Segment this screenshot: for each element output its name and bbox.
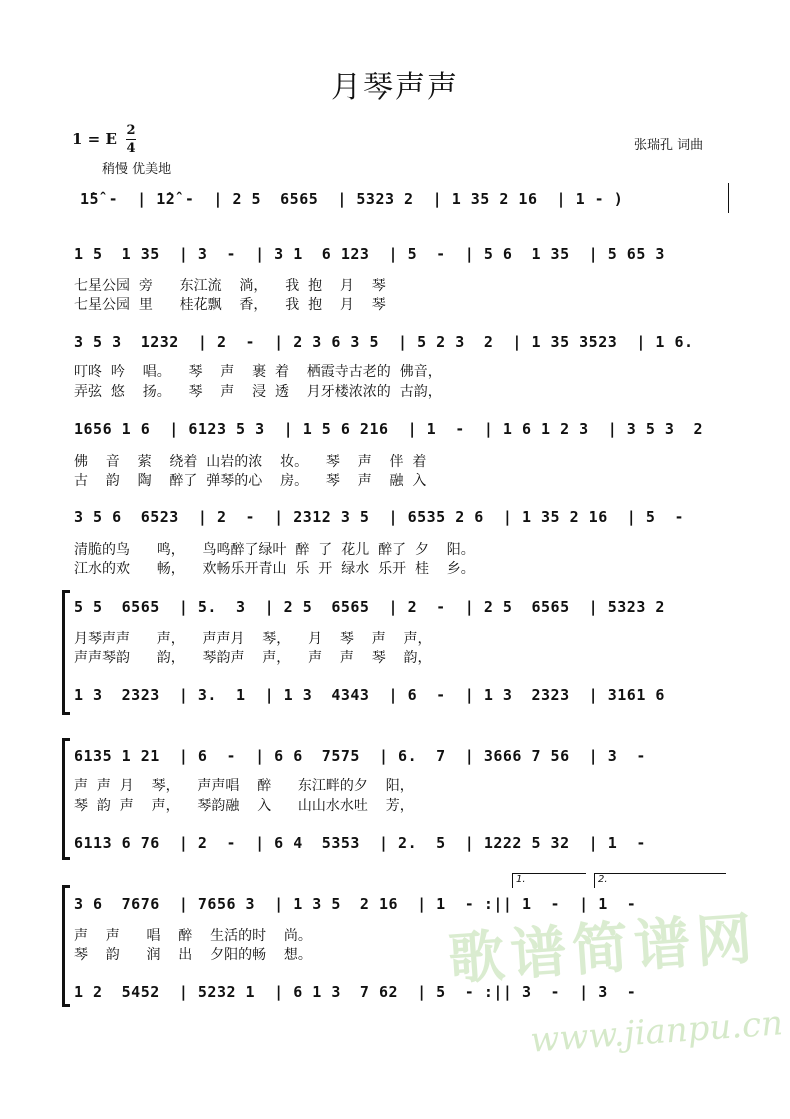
lyric-line: 叮咚 吟 唱。 琴 声 裹 着 栖霞寺古老的 佛音， (74, 364, 442, 380)
time-sig-bottom: 4 (126, 141, 136, 156)
notation-line: 3 6 7676 | 7656 3 | 1 3 5 2 16 | 1 - :|| 1 - | 1 - (74, 895, 637, 913)
part-bracket (62, 590, 68, 715)
lyric-line: 声 声 月 琴， 声声唱 醉 东江畔的夕 阳， (74, 778, 414, 794)
notation-line: 1656 1 6 | 6123 5 3 | 1 5 6 216 | 1 - | 1 6 1 2 3 | 3 5 3 2 (74, 420, 704, 438)
lyric-line: 声声琴韵 韵， 琴韵声 声， 声 声 琴 韵， (74, 650, 432, 666)
lyric-line: 月琴声声 声， 声声月 琴， 月 琴 声 声， (74, 631, 432, 647)
lyric-line: 琴 韵 润 出 夕阳的畅 想。 (74, 947, 312, 963)
notation-line: 3 5 6 6523 | 2 - | 2312 3 5 | 6535 2 6 | 1 35 2 16 | 5 - (74, 508, 684, 526)
time-signature (126, 123, 136, 156)
lyric-line: 弄弦 悠 扬。 琴 声 浸 透 月牙楼浓浓的 古韵， (74, 384, 442, 400)
notation-line: 5 5 6565 | 5. 3 | 2 5 6565 | 2 - | 2 5 6565 | 5323 2 (74, 598, 665, 616)
volta-second: 2. (594, 873, 726, 888)
notation-line: 6113 6 76 | 2 - | 6 4 5353 | 2. 5 | 1222 5 32 | 1 - (74, 834, 646, 852)
part-bracket (62, 885, 68, 1007)
watermark-logo: 歌谱简谱网 (446, 906, 761, 993)
lyric-line: 江水的欢 畅， 欢畅乐开青山 乐 开 绿水 乐开 桂 乡。 (74, 561, 475, 577)
watermark-url: www.jianpu.cn (528, 1003, 785, 1061)
lyric-line: 七星公园 旁 东江流 淌， 我 抱 月 琴 (74, 278, 386, 294)
part-bracket (62, 738, 68, 860)
notation-line: 1 5 1 35 | 3 - | 3 1 6 123 | 5 - | 5 6 1 35 | 5 65 3 (74, 245, 665, 263)
lyric-line: 琴 韵 声 声， 琴韵融 入 山山水水吐 芳， (74, 798, 414, 814)
time-sig-top: 2 (126, 123, 136, 138)
notation-line: 1 2 5452 | 5232 1 | 6 1 3 7 62 | 5 - :|| 3 - | 3 - (74, 983, 637, 1001)
notation-line: 3 5 3 1232 | 2 - | 2 3 6 3 5 | 5 2 3 2 | 1 35 3523 | 1 6. (74, 333, 694, 351)
notation-line: 6135 1 21 | 6 - | 6 6 7575 | 6. 7 | 3666 7 56 | 3 - (74, 747, 646, 765)
tempo-marking: 稍慢 优美地 (102, 162, 172, 177)
lyric-line: 七星公园 里 桂花飘 香， 我 抱 月 琴 (74, 297, 386, 313)
notation-line: 1 3 2323 | 3. 1 | 1 3 4343 | 6 - | 1 3 2323 | 3161 6 (74, 686, 665, 704)
lyric-line: 清脆的鸟 鸣， 鸟鸣醉了绿叶 醉 了 花儿 醉了 夕 阳。 (74, 542, 475, 558)
lyric-line: 古 韵 陶 醉了 弹琴的心 房。 琴 声 融 入 (74, 473, 427, 489)
lyric-line: 佛 音 萦 绕着 山岩的浓 妆。 琴 声 伴 着 (74, 454, 427, 470)
key-signature: 1 = E (72, 130, 117, 148)
lyric-line: 声 声 唱 醉 生活的时 尚。 (74, 928, 312, 944)
author-credit: 张瑞孔 词曲 (634, 138, 704, 153)
volta-first: 1. (512, 873, 586, 888)
notation-line: 1̇5̂ - | 1̇2̂ - | 2 5 6565 | 5323 2 | 1 35 2 16 | 1 - ) (80, 190, 624, 208)
song-title: 月琴声声 (331, 70, 459, 105)
